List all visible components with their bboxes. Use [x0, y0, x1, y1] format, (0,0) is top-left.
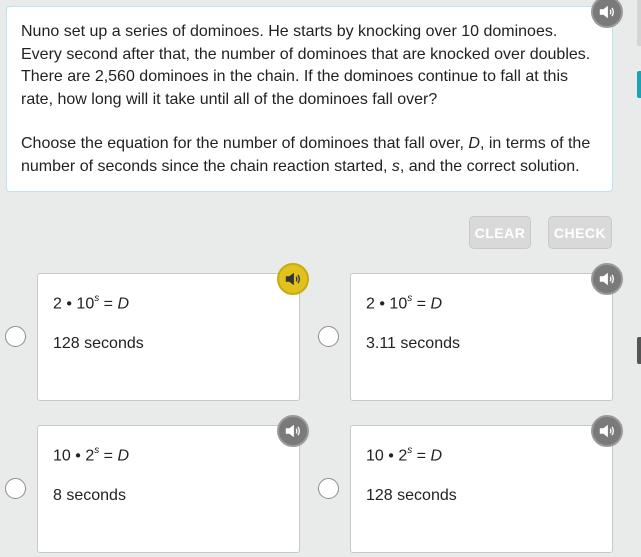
clear-button[interactable]: CLEAR — [469, 216, 531, 249]
question-text: Nuno set up a series of dominoes. He starts by knocking over 10 dominoes. Every second after that, the number of dominoes that are knocked over doubles. There are 2,560 dominoes in the chain. If the dominoes continue to fall at this rate, how long will it take until all of the dominoes fall over? — [21, 23, 591, 108]
variable-s: s — [391, 157, 400, 175]
speaker-icon — [598, 3, 616, 21]
question-instruction: Choose the equation for the number of dominoes that fall over, D, in terms of the number of seconds since the chain reaction started, s, and the correct solution. — [21, 135, 591, 175]
question-audio-button[interactable] — [591, 0, 623, 28]
side-tab-top[interactable] — [637, 0, 641, 46]
choice-b-audio-button[interactable] — [591, 263, 623, 295]
speaker-icon — [284, 422, 302, 440]
choice-a-audio-button[interactable] — [277, 263, 309, 295]
choice-d-card[interactable] — [350, 425, 613, 553]
choice-a-card[interactable] — [37, 273, 300, 401]
choice-c-radio[interactable] — [5, 478, 26, 499]
choice-b-solution: 3.11 seconds — [366, 335, 460, 352]
check-button[interactable]: CHECK — [548, 216, 612, 249]
speaker-icon — [598, 422, 616, 440]
choice-d-audio-button[interactable] — [591, 415, 623, 447]
choice-d-solution: 128 seconds — [366, 487, 457, 504]
choice-c-card[interactable] — [37, 425, 300, 553]
side-tab-accent[interactable] — [637, 71, 641, 98]
choice-b-equation: 2 • 10$^s$ = D — [366, 293, 443, 313]
choice-d-equation: 10 • 2$^s$ = D — [366, 445, 443, 465]
speaker-icon — [598, 270, 616, 288]
side-tab-dark[interactable] — [637, 337, 641, 364]
speaker-icon — [284, 270, 302, 288]
choice-c-audio-button[interactable] — [277, 415, 309, 447]
choice-c-solution: 8 seconds — [53, 487, 126, 504]
question-card — [6, 6, 613, 192]
choice-d-radio[interactable] — [318, 478, 339, 499]
choice-b-radio[interactable] — [318, 326, 339, 347]
choice-a-equation: 2 • 10$^s$ = D — [53, 293, 130, 313]
choice-c-equation: 10 • 2$^s$ = D — [53, 445, 130, 465]
choice-a-radio[interactable] — [5, 326, 26, 347]
variable-d: D — [468, 135, 480, 152]
choice-b-card[interactable] — [350, 273, 613, 401]
choice-a-solution: 128 seconds — [53, 335, 144, 352]
